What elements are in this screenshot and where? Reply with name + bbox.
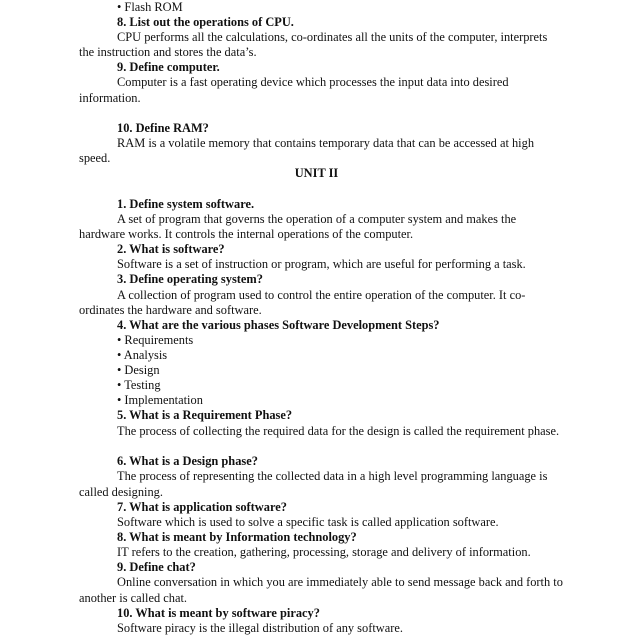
question-define-ram: 10. Define RAM? [117,121,209,135]
answer-line: A collection of program used to control the entire operation of the computer. It co- [117,288,526,302]
list-item-requirements: • Requirements [117,333,194,347]
list-item-testing: • Testing [117,378,161,392]
question-system-software: 1. Define system software. [117,197,255,211]
list-item-flash-rom: • Flash ROM [117,0,183,14]
question-cpu-operations: 8. List out the operations of CPU. [117,15,294,29]
answer-line: The process of collecting the required data for the design is called the requirement phase. [117,424,560,438]
answer-line: Computer is a fast operating device which processes the input data into desired [117,75,509,89]
answer-line: Online conversation in which you are immediately able to send message back and forth to [117,575,563,589]
answer-line: IT refers to the creation, gathering, processing, storage and delivery of information. [117,545,531,559]
question-operating-system: 3. Define operating system? [117,272,263,286]
answer-line: Software is a set of instruction or program, which are useful for performing a task. [117,257,526,271]
answer-line: called designing. [79,485,163,499]
question-define-chat: 9. Define chat? [117,560,196,574]
question-define-computer: 9. Define computer. [117,60,220,74]
answer-line: ordinates the hardware and software. [79,303,262,317]
answer-line: another is called chat. [79,591,188,605]
answer-line: hardware works. It controls the internal operations of the computer. [79,227,414,241]
question-design-phase: 6. What is a Design phase? [117,454,258,468]
answer-line: Software which is used to solve a specific task is called application software. [117,515,499,529]
answer-line: A set of program that governs the operation of a computer system and makes the [117,212,517,226]
list-item-analysis: • Analysis [117,348,168,362]
question-development-phases: 4. What are the various phases Software Development Steps? [117,318,440,332]
answer-line: Software piracy is the illegal distribution of any software. [117,621,403,635]
answer-line: the instruction and stores the data’s. [79,45,257,59]
answer-line: RAM is a volatile memory that contains temporary data that can be accessed at high [117,136,535,150]
answer-line: speed. [79,151,111,165]
answer-line: CPU performs all the calculations, co-ordinates all the units of the computer, interprets [117,30,548,44]
question-software-piracy: 10. What is meant by software piracy? [117,606,320,620]
question-application-software: 7. What is application software? [117,500,287,514]
answer-line: information. [79,91,141,105]
section-heading-unit-2: UNIT II [294,166,339,180]
answer-line: The process of representing the collected data in a high level programming language is [117,469,548,483]
question-information-technology: 8. What is meant by Information technology? [117,530,357,544]
list-item-implementation: • Implementation [117,393,203,407]
question-requirement-phase: 5. What is a Requirement Phase? [117,408,293,422]
list-item-design: • Design [117,363,160,377]
question-software: 2. What is software? [117,242,225,256]
